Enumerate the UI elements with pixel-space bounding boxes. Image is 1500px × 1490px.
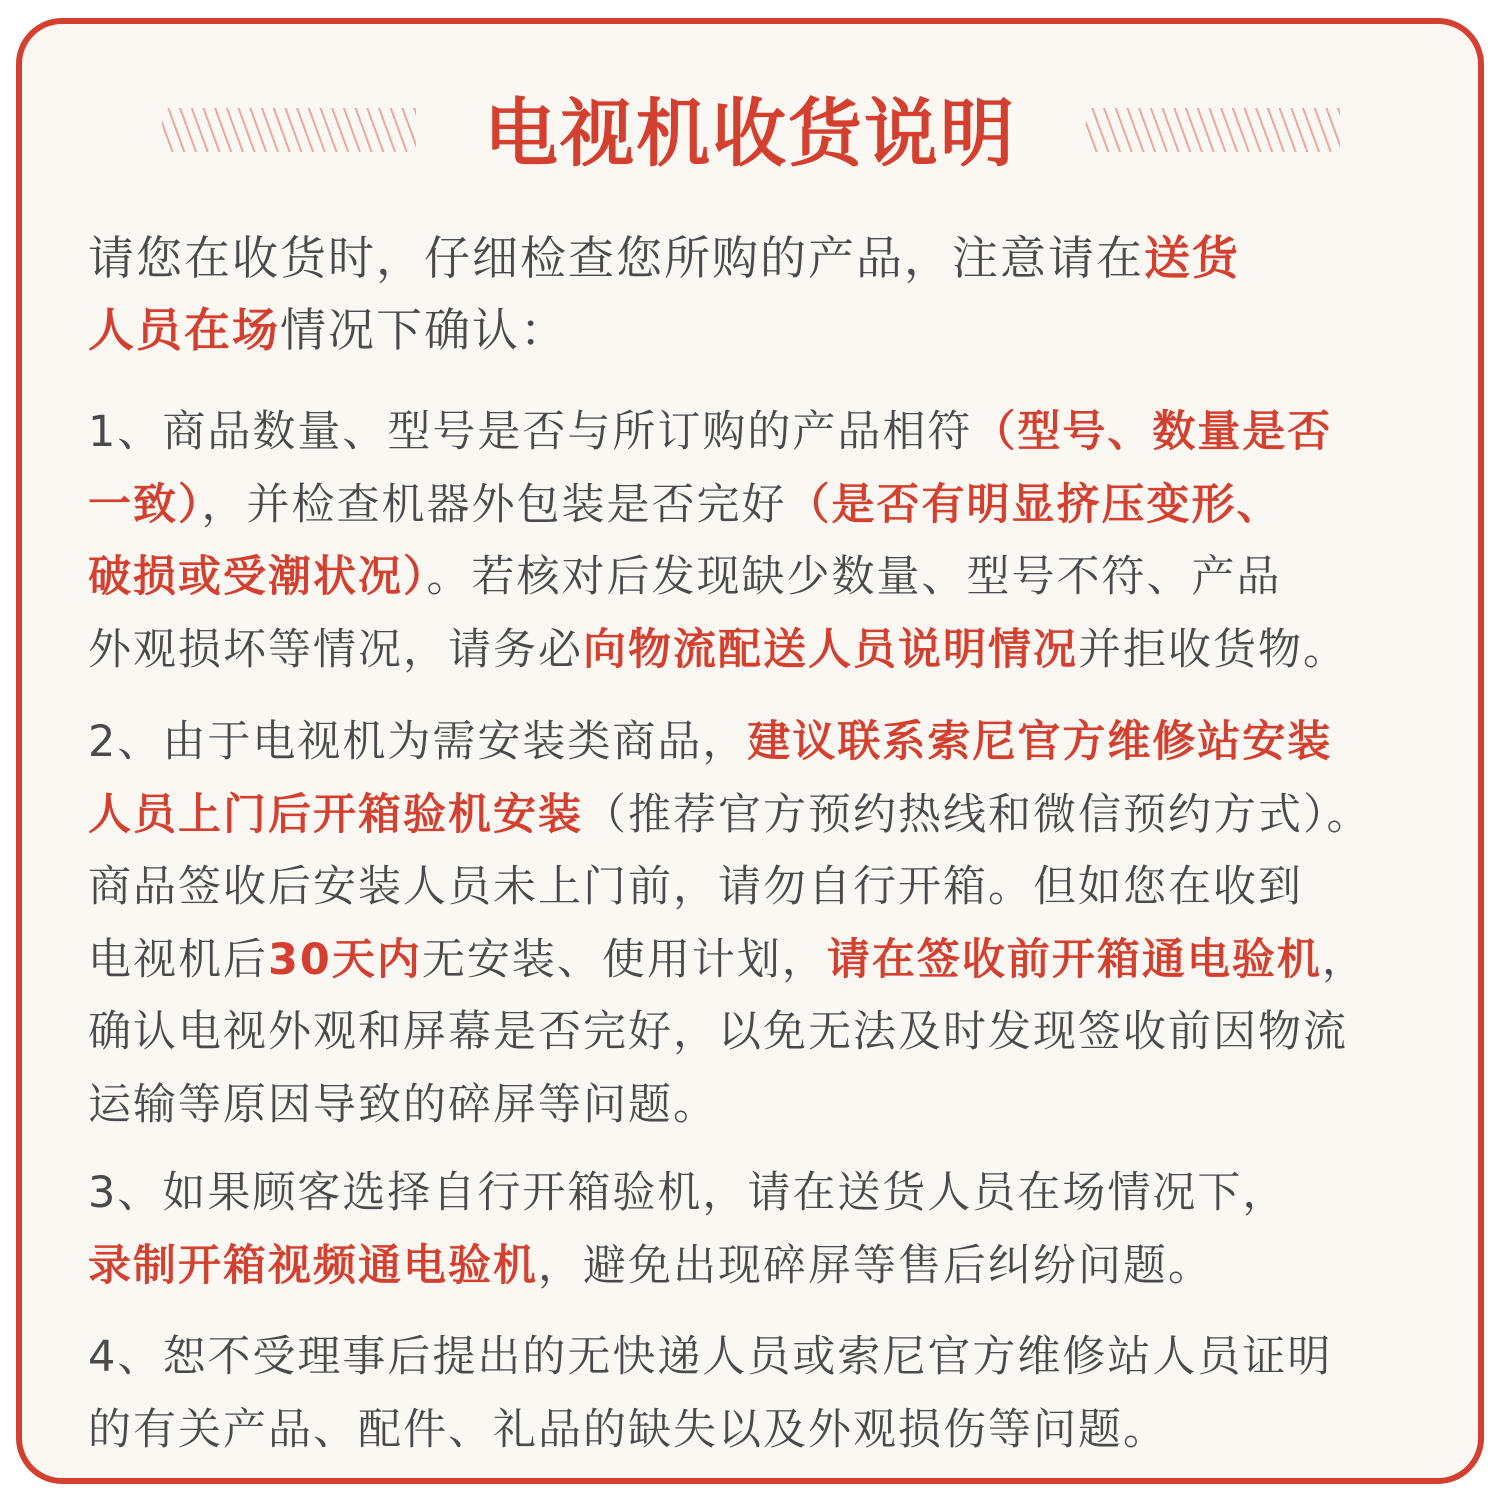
item-2-text: 确认电视外观和屏幕是否完好，以免无法及时发现签收前因物流 (88, 1007, 1348, 1057)
item-2-line-1 (88, 706, 1488, 779)
intro-text: 请您在收货时，仔细检查您所购的产品，注意请在 (88, 231, 1144, 285)
item-1-highlight: （是否有明显挤压变形、 (786, 479, 1282, 530)
item-2-text: （推荐官方预约热线和微信预约方式）。 (583, 789, 1372, 840)
item-2-paragraph (88, 706, 1488, 1141)
intro-line-1 (88, 222, 1488, 294)
notice-card (16, 18, 1484, 1484)
item-2-line-5 (88, 996, 1488, 1069)
item-1-text: 1、商品数量、型号是否与所订购的产品相符 (88, 407, 973, 457)
item-2-highlight: 请在签收前开箱通电验机 (826, 934, 1322, 985)
item-4-line-1 (88, 1321, 1488, 1394)
hatch-decoration-right (1086, 108, 1340, 152)
item-1-line-4 (88, 614, 1488, 687)
item-3-text: 3、如果顾客选择自行开箱验机，请在送货人员在场情况下， (88, 1168, 1288, 1218)
item-2-line-4 (88, 924, 1488, 997)
item-1-highlight: 一致） (88, 479, 202, 530)
intro-highlight: 送货 (1144, 231, 1240, 285)
item-3-text: ，避免出现碎屏等售后纠纷问题。 (538, 1241, 1213, 1291)
item-2-text: 商品签收后安装人员未上门前，请勿自行开箱。但如您在收到 (88, 862, 1303, 912)
item-2-text: 电视机后 (88, 934, 268, 985)
item-4-paragraph (88, 1321, 1488, 1467)
item-1-text: 并拒收货物。 (1078, 624, 1348, 675)
item-1-paragraph (88, 396, 1488, 686)
page-title: 电视机收货说明 (484, 91, 1016, 177)
item-3-line-1 (88, 1157, 1488, 1230)
item-1-text: 。若核对后发现缺少数量、型号不符、产品 (426, 552, 1282, 602)
item-1-text: 外观损坏等情况，请务必 (88, 624, 583, 675)
item-1-highlight: （型号、数量是否 (972, 407, 1333, 457)
item-4-text: 4、恕不受理事后提出的无快递人员或索尼官方维修站人员证明 (88, 1332, 1333, 1382)
title-row (22, 84, 1478, 184)
intro-paragraph (88, 222, 1488, 366)
item-2-highlight: 30天内 (268, 934, 422, 985)
intro-text: 情况下确认： (280, 303, 568, 357)
item-2-text: 无安装、使用计划， (421, 934, 827, 985)
item-4-line-2 (88, 1394, 1488, 1467)
item-2-line-3 (88, 851, 1488, 924)
item-2-highlight: 建议联系索尼官方维修站安装 (747, 717, 1333, 767)
item-1-highlight: 破损或受潮状况） (88, 552, 427, 602)
intro-line-2 (88, 294, 1488, 366)
item-1-line-3 (88, 541, 1488, 614)
item-2-text: ， (1321, 934, 1367, 985)
item-4-text: 的有关产品、配件、礼品的缺失以及外观损伤等问题。 (88, 1405, 1168, 1455)
item-3-line-2 (88, 1230, 1488, 1303)
item-1-line-2 (88, 469, 1488, 542)
item-2-text: 2、由于电视机为需安装类商品， (88, 717, 748, 767)
item-3-highlight: 录制开箱视频通电验机 (88, 1241, 538, 1291)
intro-highlight: 人员在场 (88, 303, 280, 357)
item-2-line-6 (88, 1069, 1488, 1142)
item-1-highlight: 向物流配送人员说明情况 (583, 624, 1078, 675)
item-1-line-1 (88, 396, 1488, 469)
item-1-text: ，并检查机器外包装是否完好 (201, 479, 787, 530)
item-2-line-2 (88, 779, 1488, 852)
item-2-text: 运输等原因导致的碎屏等问题。 (88, 1079, 718, 1130)
item-2-highlight: 人员上门后开箱验机安装 (88, 789, 583, 840)
item-3-paragraph (88, 1157, 1488, 1303)
